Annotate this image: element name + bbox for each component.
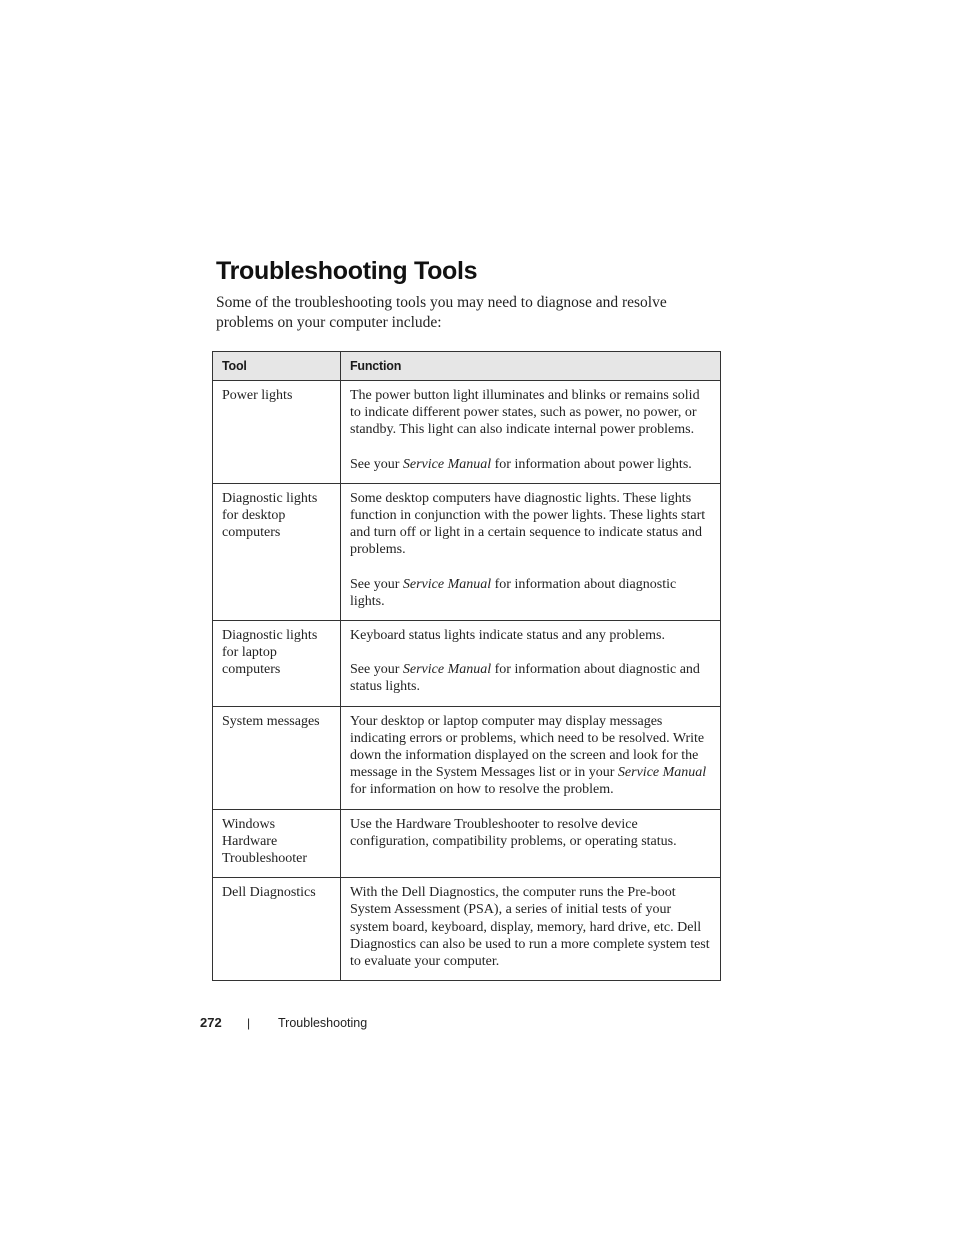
tool-function-cell — [341, 621, 721, 707]
tool-name-cell: Diagnostic lights for laptop computers — [213, 621, 341, 707]
table-header-row — [213, 352, 721, 381]
function-text: Keyboard status lights indicate status and any problems. — [350, 628, 665, 644]
function-text: for information about diagnostic lights. — [350, 576, 677, 609]
function-paragraph — [350, 627, 712, 644]
tool-function-cell — [341, 878, 721, 981]
function-paragraph — [350, 713, 712, 799]
function-text: The power button light illuminates and blinks or remains solid to indicate different power states, such as power, no power, or standby. This light can also indicate internal power problems. — [350, 388, 700, 438]
table-row — [213, 809, 721, 878]
table-row — [213, 706, 721, 809]
function-paragraph — [350, 884, 712, 970]
column-header-function: Function — [341, 352, 721, 381]
footer-section-title: Troubleshooting — [278, 1016, 368, 1030]
function-text: With the Dell Diagnostics, the computer runs the Pre-boot System Assessment (PSA), a series of initial tests of your system board, keyboard, display, memory, hard drive, etc. Dell Diagnostics can also be used to run a more complete system test to evaluate your computer. — [350, 885, 710, 970]
function-paragraph — [350, 576, 712, 610]
function-text: for information about diagnostic and status lights. — [350, 662, 700, 695]
tool-name-cell: System messages — [213, 706, 341, 809]
tool-name-cell: Dell Diagnostics — [213, 878, 341, 981]
tool-name-cell: Windows Hardware Troubleshooter — [213, 809, 341, 878]
page-number: 272 — [200, 1015, 222, 1030]
function-paragraph — [350, 456, 712, 473]
function-paragraph — [350, 661, 712, 695]
tool-function-cell — [341, 381, 721, 484]
tool-name-cell: Power lights — [213, 381, 341, 484]
function-text: See your — [350, 576, 403, 592]
tool-function-cell — [341, 483, 721, 620]
table-row — [213, 483, 721, 620]
intro-paragraph: Some of the troubleshooting tools you may need to diagnose and resolve problems on your computer include: — [216, 294, 667, 331]
page-title: Troubleshooting Tools — [216, 257, 478, 285]
troubleshooting-tools-table — [212, 351, 721, 981]
table-row — [213, 878, 721, 981]
tool-function-cell — [341, 706, 721, 809]
tool-function-cell — [341, 809, 721, 878]
function-paragraph — [350, 490, 712, 559]
manual-reference: Service Manual — [402, 456, 492, 472]
function-text: Some desktop computers have diagnostic lights. These lights function in conjunction with the power lights. These lights start and turn off or light in a certain sequence to indicate status and problems. — [350, 490, 706, 558]
table-row — [213, 381, 721, 484]
function-text: for information about power lights. — [491, 456, 692, 472]
function-text: for information on how to resolve the problem. — [350, 782, 614, 798]
function-text: See your — [350, 456, 403, 472]
function-text: Use the Hardware Troubleshooter to resolve device configuration, compatibility problems, or operating status. — [350, 816, 677, 849]
function-paragraph — [350, 387, 712, 439]
table-row — [213, 621, 721, 707]
table-body — [213, 381, 721, 981]
tool-name-cell: Diagnostic lights for desktop computers — [213, 483, 341, 620]
manual-reference: Service Manual — [402, 576, 492, 592]
function-text: Your desktop or laptop computer may display messages indicating errors or problems, which need to be resolved. Write down the information displayed on the screen and look for the message in the System Messages list or in your — [350, 713, 705, 781]
function-text: See your — [350, 662, 403, 678]
column-header-tool: Tool — [213, 352, 341, 381]
function-paragraph — [350, 816, 712, 850]
manual-reference: Service Manual — [617, 765, 707, 781]
footer-separator: | — [247, 1016, 251, 1030]
manual-reference: Service Manual — [402, 662, 492, 678]
